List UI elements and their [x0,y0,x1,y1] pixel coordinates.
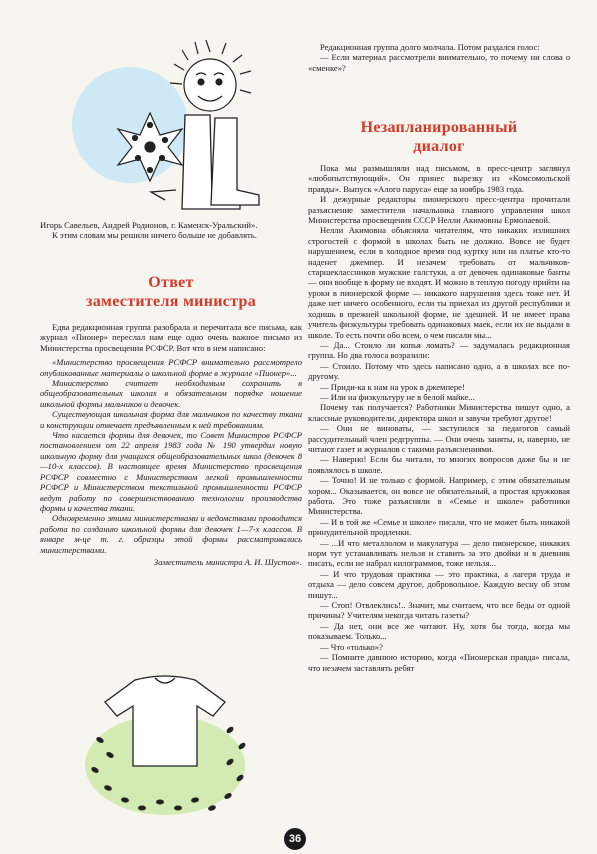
dialog-line: — Да нет, они все же читают. Ну, хотя бы тогда, когда мы показываем. Только... [308,620,570,642]
right-body [308,163,570,673]
dialog-line: — Да... Стоило ли копья ломать? — задумалась редакционная группа. Но два голоса возразили: [308,339,570,361]
dialog-line: — Наверно! Если бы читали, то многих вопросов даже бы и не появлялось в школе. [308,454,570,475]
right-intro [308,42,570,73]
dialog-line: — Стоп! Отвлеклись!.. Значит, мы считаем, что все беды от одной причины? Учителям некогда читать газеты? [308,600,570,621]
heading-dialog-line2: диалог [413,138,465,155]
heading-dialog [308,118,570,156]
dialog-line: — Или на физкультуру не в белой майке... [320,391,475,402]
heading-answer-line1: Ответ [148,274,194,291]
letter-paragraph: Министерство считает необходимым сохранить в общеобразовательных школах в обязательном порядке ношение школьной формы мальчиков и девочек. [40,378,302,409]
heading-dialog-line1: Незапланированный [360,119,518,136]
paragraph: Почему так получается? Работники Министерства пишут одно, а классные руководители, директора школ и завучи требуют другое! [308,402,570,423]
intro-paragraph: — Если материал рассмотрели внимательно, то почему ни слова о «сменке»? [308,52,570,73]
dialog-line: — И в той же «Семье и школе» писали, что не может быть никакой принудительной продленки. [308,516,570,538]
letter-paragraph: Одновременно этими министерствами и ведомствами проводится работа по созданию школьной формы для девочек 1—7-х классов. В январе м-це т. г. образцы этой формы рассматривались министерствами. [40,513,302,555]
heading-answer-line2: заместителя министра [85,293,256,310]
intro-paragraph: Редакционная группа долго молчала. Потом раздался голос: [320,42,540,52]
letter-signature: Заместитель министра А. И. Шустов». [153,556,302,567]
closing-remark: К этим словам мы решили ничего больше не добавлять. [52,230,257,241]
sun-boots-illustration [70,30,260,215]
letter-paragraph: Существующая школьная форма для мальчиков по качеству ткани и конструкции отвечает предъявленным к ней требованиям. [40,409,302,430]
dialog-line: — Точно! И не только с формой. Например, с этим обязательным хором... Оказывается, он вовсе не обязательный, а простая кружковая работа. Это тоже разъясняли в «Семье и школе» работники Министерства. [308,475,570,517]
letter-paragraph: Что касается формы для девочек, то Совет Министров РСФСР постановлением от 22 апреля 1983 года № 190 утвердил новую школьную форму для учащихся общеобразовательных школ (девочек 8—10-х классов). В настоящее время Министерство просвещения РСФСР совместно с Министерством легкой промышленности РСФСР и Министерством текстильной промышленности РСФСР ведут работу по совершенствованию технологии производства формы и качества ткани. [40,430,302,513]
paragraph: Пока мы размышляли над письмом, в пресс-центр заглянул «любопытствующий». Он принес вырезку из «Комсомольской правды». Выпуск «Алого паруса» еще за ноябрь 1983 года. [308,163,570,194]
dialog-line: — И что трудовая практика — это практика, а лагеря труда и отдыха — дело совсем другое, добровольное. Каждую весну об этом пишут... [308,568,570,600]
dialog-line: — Помните давнюю историю, когда «Пионерская правда» писала, что незачем заставлять ребят [308,652,570,673]
dialog-line: — Что «только»? [320,641,383,652]
dialog-line: — ...И что металлолом и макулатура — дело пионерское, никаких норм тут устанавливать нельзя и ставить за это двойки и в дневник писать, если не набрал килограммов, тоже нельзя... [308,537,570,569]
shirt-footprints-illustration [80,670,255,820]
letter-paragraph: «Министерство просвещения РСФСР внимательно рассмотрело опубликованные материалы о школьной форме в журнале «Пионер»... [40,357,302,378]
paragraph: Едва редакционная группа разобрала и перечитала все письма, как журнал «Пионер» переслал нам еще одно очень важное письмо из Министерства просвещения РСФСР. Вот что в нем написано: [40,322,302,353]
illustration-caption: Игорь Савельев, Андрей Родионов, г. Каменск-Уральский». [40,220,258,230]
paragraph: И дежурные редакторы пионерского пресс-центра прочитали разъяснение заместителя начальника главного управления школ Министерства просвещения СССР Нелли Акимовны Ермолаевой. [308,194,570,226]
blue-glow-circle [72,67,188,183]
dialog-line: — Приди-ка к нам на урок в джемпере! [320,381,465,392]
heading-answer [40,273,302,311]
dialog-line: — Они не виноваты, — заступился за педагогов самый рассудительный член редгруппы. — Они очень заняты, и, наверно, не читают газет и журналов с такими разъяснениями. [308,423,570,454]
dialog-line: — Стоило. Потому что здесь написано одно, а в школах все по-другому. [308,360,570,382]
paragraph: Нелли Акимовна объясняла читателям, что никаких излишних строгостей с формой в школах быть не должно. Вовсе не будет нарушением, если в холодное время под куртку или на платье кто-то наденет джемпер. И незачем требовать от мальчиков-старшеклассников мужские галстуки, а от девочек одинаковые банты — они вообще в форму не входят. И можно в теплую погоду прийти на уроки в пионерской форме — никакого нарушения здесь тоже нет. И даже нет ничего особенного, если ты приехал из другой республики и ходишь в прежней школьной форме, не здешней. И не имеет права учитель физкультуры требовать одинаковых маек, если их не выдали в школе. То есть почти обо всем, о чем писали мы... [308,225,570,340]
page-number: 36 [284,828,306,850]
left-body [40,322,302,567]
